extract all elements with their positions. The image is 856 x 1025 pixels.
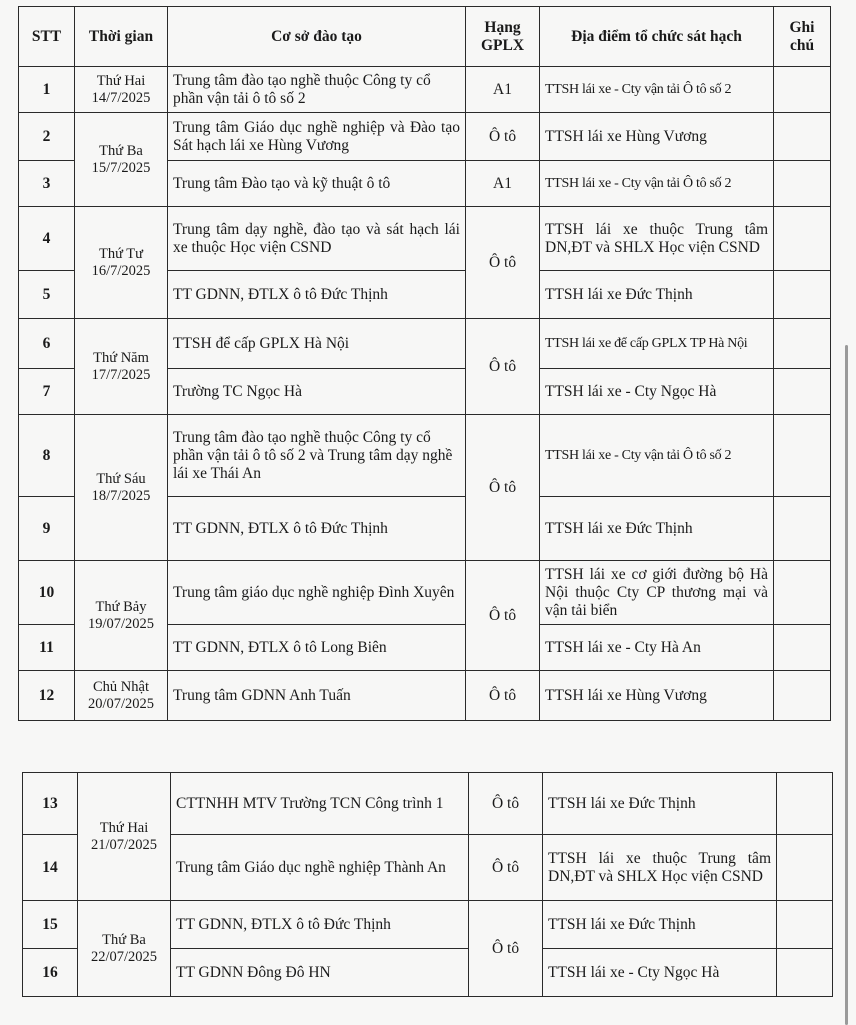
note-cell — [777, 773, 833, 835]
exam-location: TTSH lái xe để cấp GPLX TP Hà Nội — [540, 319, 774, 369]
exam-location: TTSH lái xe Đức Thịnh — [543, 773, 777, 835]
table-row — [19, 67, 831, 113]
exam-day — [75, 207, 168, 319]
header-note — [774, 7, 831, 67]
weekday: Thứ Bảy — [95, 598, 147, 615]
exam-date: 17/7/2025 — [91, 366, 151, 383]
weekday: Thứ Ba — [102, 931, 146, 948]
training-school: TT GDNN, ĐTLX ô tô Đức Thịnh — [171, 901, 469, 949]
note-cell — [777, 901, 833, 949]
note-cell — [774, 369, 831, 415]
training-school: Trung tâm giáo dục nghề nghiệp Đình Xuyên — [168, 561, 466, 625]
row-number: 11 — [19, 625, 75, 671]
row-number: 15 — [23, 901, 78, 949]
header-stt: STT — [19, 7, 75, 67]
header-note-line2: chú — [789, 36, 815, 54]
training-school: CTTNHH MTV Trường TCN Công trình 1 — [171, 773, 469, 835]
row-number: 2 — [19, 113, 75, 161]
table-row — [19, 113, 831, 161]
license-class: Ô tô — [469, 901, 543, 997]
table-row — [23, 773, 833, 835]
row-number: 10 — [19, 561, 75, 625]
row-number: 3 — [19, 161, 75, 207]
license-class: Ô tô — [469, 773, 543, 835]
weekday: Thứ Năm — [93, 349, 149, 366]
note-cell — [774, 497, 831, 561]
exam-day — [75, 561, 168, 671]
license-class: Ô tô — [466, 319, 540, 415]
exam-location: TTSH lái xe Đức Thịnh — [540, 497, 774, 561]
row-number: 6 — [19, 319, 75, 369]
license-class: Ô tô — [469, 835, 543, 901]
training-school: Trung tâm Giáo dục nghề nghiệp và Đào tạo Sát hạch lái xe Hùng Vương — [168, 113, 466, 161]
training-school: Trung tâm Đào tạo và kỹ thuật ô tô — [168, 161, 466, 207]
note-cell — [777, 835, 833, 901]
header-school: Cơ sở đào tạo — [168, 7, 466, 67]
training-school: Trung tâm Giáo dục nghề nghiệp Thành An — [171, 835, 469, 901]
schedule-table-part-1 — [18, 6, 831, 721]
training-school: Trường TC Ngọc Hà — [168, 369, 466, 415]
weekday: Thứ Sáu — [96, 470, 146, 487]
note-cell — [774, 161, 831, 207]
row-number: 13 — [23, 773, 78, 835]
table-row — [19, 207, 831, 271]
exam-date: 16/7/2025 — [91, 262, 151, 279]
weekday: Thứ Tư — [98, 245, 144, 262]
note-cell — [774, 319, 831, 369]
note-cell — [774, 271, 831, 319]
exam-location: TTSH lái xe cơ giới đường bộ Hà Nội thuộc Cty CP thương mại và vận tải biển — [540, 561, 774, 625]
row-number: 7 — [19, 369, 75, 415]
training-school: TT GDNN, ĐTLX ô tô Đức Thịnh — [168, 497, 466, 561]
scrollbar[interactable] — [845, 345, 848, 1025]
note-cell — [774, 113, 831, 161]
exam-day — [75, 671, 168, 721]
exam-location: TTSH lái xe - Cty Ngọc Hà — [540, 369, 774, 415]
exam-location: TTSH lái xe thuộc Trung tâm DN,ĐT và SHLX Học viện CSND — [543, 835, 777, 901]
exam-location: TTSH lái xe Đức Thịnh — [540, 271, 774, 319]
row-number: 12 — [19, 671, 75, 721]
row-number: 8 — [19, 415, 75, 497]
training-school: TTSH để cấp GPLX Hà Nội — [168, 319, 466, 369]
license-class: Ô tô — [466, 113, 540, 161]
row-number: 9 — [19, 497, 75, 561]
training-school: Trung tâm dạy nghề, đào tạo và sát hạch lái xe thuộc Học viện CSND — [168, 207, 466, 271]
exam-day — [78, 773, 171, 901]
header-license-class-line1: Hạng — [484, 18, 521, 36]
exam-location: TTSH lái xe - Cty Hà An — [540, 625, 774, 671]
header-note-line1: Ghi — [789, 18, 815, 36]
training-school: TT GDNN, ĐTLX ô tô Long Biên — [168, 625, 466, 671]
note-cell — [774, 67, 831, 113]
note-cell — [774, 207, 831, 271]
exam-location: TTSH lái xe Đức Thịnh — [543, 901, 777, 949]
exam-date: 21/07/2025 — [90, 836, 158, 853]
license-class: A1 — [466, 67, 540, 113]
row-number: 14 — [23, 835, 78, 901]
weekday: Thứ Hai — [99, 819, 149, 836]
exam-date: 14/7/2025 — [91, 89, 151, 106]
exam-date: 22/07/2025 — [90, 948, 158, 965]
row-number: 4 — [19, 207, 75, 271]
exam-day — [75, 113, 168, 207]
note-cell — [777, 949, 833, 997]
exam-date: 15/7/2025 — [91, 159, 151, 176]
exam-day — [75, 415, 168, 561]
exam-location: TTSH lái xe Hùng Vương — [540, 113, 774, 161]
weekday: Thứ Hai — [96, 72, 146, 89]
table-row — [19, 415, 831, 497]
exam-location: TTSH lái xe - Cty vận tải Ô tô số 2 — [540, 161, 774, 207]
license-class: Ô tô — [466, 561, 540, 671]
exam-date: 20/07/2025 — [87, 695, 155, 712]
training-school: TT GDNN Đông Đô HN — [171, 949, 469, 997]
note-cell — [774, 415, 831, 497]
exam-date: 18/7/2025 — [91, 487, 151, 504]
header-license-class-line2: GPLX — [480, 36, 525, 54]
table-row — [19, 671, 831, 721]
header-row — [19, 7, 831, 67]
row-number: 5 — [19, 271, 75, 319]
note-cell — [774, 625, 831, 671]
note-cell — [774, 561, 831, 625]
table-row — [19, 319, 831, 369]
exam-location: TTSH lái xe - Cty vận tải Ô tô số 2 — [540, 67, 774, 113]
exam-location: TTSH lái xe thuộc Trung tâm DN,ĐT và SHLX Học viện CSND — [540, 207, 774, 271]
table-row — [23, 901, 833, 949]
training-school: Trung tâm đào tạo nghề thuộc Công ty cổ phần vận tải ô tô số 2 — [168, 67, 466, 113]
exam-day — [75, 319, 168, 415]
header-location: Địa điểm tổ chức sát hạch — [540, 7, 774, 67]
schedule-table-part-2 — [22, 772, 833, 997]
training-school: Trung tâm GDNN Anh Tuấn — [168, 671, 466, 721]
weekday: Thứ Ba — [99, 142, 143, 159]
exam-date: 19/07/2025 — [87, 615, 155, 632]
weekday: Chủ Nhật — [93, 678, 149, 695]
exam-day — [78, 901, 171, 997]
header-time: Thời gian — [75, 7, 168, 67]
exam-day — [75, 67, 168, 113]
row-number: 16 — [23, 949, 78, 997]
note-cell — [774, 671, 831, 721]
row-number: 1 — [19, 67, 75, 113]
header-license-class — [466, 7, 540, 67]
table-row — [19, 561, 831, 625]
license-class: Ô tô — [466, 671, 540, 721]
training-school: TT GDNN, ĐTLX ô tô Đức Thịnh — [168, 271, 466, 319]
exam-location: TTSH lái xe Hùng Vương — [540, 671, 774, 721]
license-class: Ô tô — [466, 207, 540, 319]
license-class: Ô tô — [466, 415, 540, 561]
training-school: Trung tâm đào tạo nghề thuộc Công ty cổ phần vận tải ô tô số 2 và Trung tâm dạy nghề lái xe Thái An — [168, 415, 466, 497]
exam-location: TTSH lái xe - Cty Ngọc Hà — [543, 949, 777, 997]
exam-location: TTSH lái xe - Cty vận tải Ô tô số 2 — [540, 415, 774, 497]
license-class: A1 — [466, 161, 540, 207]
